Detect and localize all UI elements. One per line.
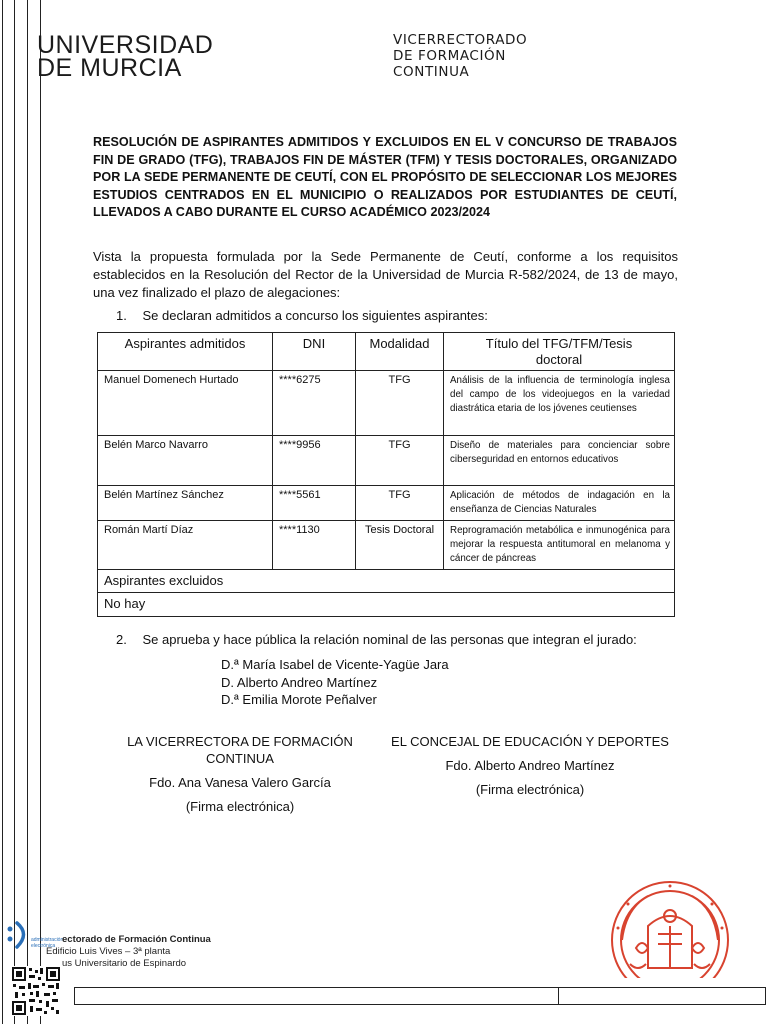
cell-modalidad: TFG <box>356 371 444 436</box>
item-2-text: Se aprueba y hace pública la relación nominal de las personas que integran el jurado: <box>142 632 637 647</box>
admitted-table <box>97 332 675 617</box>
signature-left <box>100 733 380 815</box>
col-header-titulo: Título del TFG/TFM/Tesis doctoral <box>444 333 675 371</box>
vicerrectorado-logo-line-1: VICERRECTORADO <box>393 32 528 48</box>
cell-name: Belén Marco Navarro <box>98 436 273 486</box>
vicerrectorado-logo-line-3: CONTINUA <box>393 64 470 80</box>
vicerrectorado-logo <box>393 32 527 80</box>
signature-left-note: (Firma electrónica) <box>185 799 295 814</box>
table-row <box>98 436 675 486</box>
university-logo <box>37 31 214 82</box>
cell-titulo: Reprogramación metabólica e inmunogénica para mejorar la respuesta antitumoral en melanoma y cáncer de páncreas <box>444 521 675 570</box>
item-1-number: 1. <box>116 308 127 323</box>
cell-name: Belén Martínez Sánchez <box>98 486 273 521</box>
cell-modalidad: Tesis Doctoral <box>356 521 444 570</box>
university-logo-line-2: DE MURCIA <box>37 54 182 82</box>
table-row <box>98 521 675 570</box>
cell-titulo: Aplicación de métodos de indagación en la enseñanza de Ciencias Naturales <box>444 486 675 521</box>
signature-left-role-1: LA VICERRECTORA DE FORMACIÓN <box>127 734 353 749</box>
excluded-header-row <box>98 570 675 593</box>
left-margin-line <box>2 0 3 1024</box>
university-seal-icon <box>608 878 732 978</box>
signature-right-note: (Firma electrónica) <box>475 782 585 797</box>
admin-electronica-text: administración electrónica <box>31 937 64 949</box>
col-header-dni: DNI <box>273 333 356 371</box>
qr-code <box>11 966 61 1016</box>
signature-left-role-2: CONTINUA <box>206 751 274 766</box>
jury-member: D.ª Emilia Morote Peñalver <box>221 692 377 707</box>
cell-dni: ****1130 <box>273 521 356 570</box>
signature-right <box>380 733 680 798</box>
footer-line-3: us Universitario de Espinardo <box>62 958 187 969</box>
table-header-row <box>98 333 675 371</box>
footer-box-divider <box>558 988 559 1004</box>
table-row <box>98 486 675 521</box>
table-row <box>98 371 675 436</box>
item-1-text: Se declaran admitidos a concurso los siguientes aspirantes: <box>142 308 488 323</box>
item-1 <box>116 307 488 325</box>
cell-dni: ****9956 <box>273 436 356 486</box>
signature-right-name: Fdo. Alberto Andreo Martínez <box>445 758 615 773</box>
item-2-number: 2. <box>116 632 127 647</box>
cell-dni: ****5561 <box>273 486 356 521</box>
excluded-value: No hay <box>98 593 675 617</box>
cell-titulo: Análisis de la influencia de terminología inglesa del campo de los videojuegos en la variedad diastrática etaria de los jóvenes ceutienses <box>444 371 675 436</box>
footer-line-1: ectorado de Formación Continua <box>62 934 211 945</box>
university-seal <box>608 878 732 978</box>
university-logo-line-1: UNIVERSIDAD <box>37 31 214 59</box>
col-header-modalidad: Modalidad <box>356 333 444 371</box>
footer-box <box>74 987 766 1005</box>
footer-line-2: Edificio Luis Vives – 3ª planta <box>46 946 171 957</box>
cell-dni: ****6275 <box>273 371 356 436</box>
excluded-header: Aspirantes excluidos <box>98 570 675 593</box>
left-margin-line <box>40 0 41 1024</box>
intro-paragraph: Vista la propuesta formulada por la Sede Permanente de Ceutí, conforme a los requisitos establecidos en la Resolución del Rector de la Universidad de Murcia R-582/2024, de 13 de mayo, una vez finalizado el plazo de alegaciones: <box>93 249 678 300</box>
document-title: RESOLUCIÓN DE ASPIRANTES ADMITIDOS Y EXCLUIDOS EN EL V CONCURSO DE TRABAJOS FIN DE GRADO (TFG), TRABAJOS FIN DE MÁSTER (TFM) Y TESIS DOCTORALES, ORGANIZADO POR LA SEDE PERMANENTE DE CEUTÍ, CON EL PROPÓSITO DE SELECCIONAR LOS MEJORES ESTUDIOS CENTRADOS EN EL MUNICIPIO O REALIZADOS POR ESTUDIANTES DE CEUTÍ, LLEVADOS A CABO DURANTE EL CURSO ACADÉMICO 2023/2024 <box>93 135 677 219</box>
qr-code-icon <box>11 966 61 1016</box>
signature-left-name: Fdo. Ana Vanesa Valero García <box>149 775 331 790</box>
jury-list <box>221 656 449 709</box>
excluded-value-row <box>98 593 675 617</box>
item-2 <box>116 631 637 649</box>
jury-member: D.ª María Isabel de Vicente-Yagüe Jara <box>221 657 449 672</box>
jury-member: D. Alberto Andreo Martínez <box>221 674 378 690</box>
cell-name: Román Martí Díaz <box>98 521 273 570</box>
cell-modalidad: TFG <box>356 486 444 521</box>
cell-titulo: Diseño de materiales para concienciar sobre ciberseguridad en entornos educativos <box>444 436 675 486</box>
col-header-aspirantes: Aspirantes admitidos <box>98 333 273 371</box>
signature-right-role: EL CONCEJAL DE EDUCACIÓN Y DEPORTES <box>391 734 669 749</box>
left-margin-line <box>14 0 15 1024</box>
cell-modalidad: TFG <box>356 436 444 486</box>
vicerrectorado-logo-line-2: DE FORMACIÓN <box>393 48 506 64</box>
left-margin-line <box>27 0 28 1024</box>
cell-name: Manuel Domenech Hurtado <box>98 371 273 436</box>
